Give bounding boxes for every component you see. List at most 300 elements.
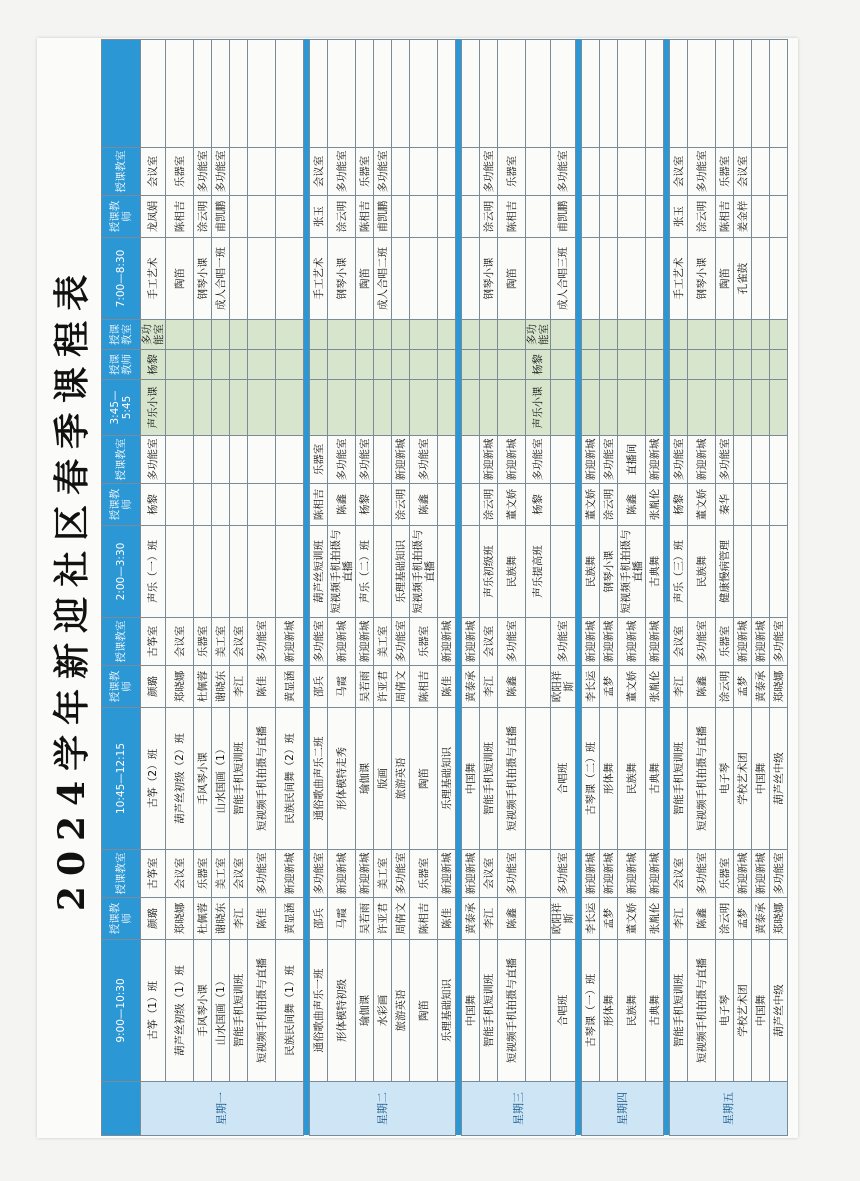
table-cell: 古琴课（一）班 (582, 940, 600, 1082)
table-cell: 旅游英语 (392, 940, 410, 1082)
table-cell (212, 526, 230, 618)
column-header: 授课教师 (102, 484, 141, 526)
table-cell (248, 238, 276, 320)
table-cell: 多功能室 (328, 436, 356, 484)
table-row (166, 40, 194, 1136)
table-cell (310, 350, 328, 380)
column-header: 授课教室 (102, 618, 141, 666)
table-cell: 多功能室 (248, 850, 276, 898)
table-cell (770, 350, 788, 380)
table-cell: 新迎新城 (600, 850, 618, 898)
table-cell: 新迎新城 (734, 850, 752, 898)
table-cell (498, 350, 526, 380)
table-cell: 涂云明 (600, 484, 618, 526)
table-cell: 会议室 (141, 148, 166, 196)
table-cell (618, 196, 646, 238)
column-header: 10:45—12:15 (102, 708, 141, 850)
table-cell (646, 148, 664, 196)
table-cell (438, 484, 456, 526)
table-cell (462, 196, 480, 238)
table-cell: 涂云明 (480, 196, 498, 238)
table-cell: 声乐小课 (526, 380, 551, 436)
table-cell: 钢琴小课 (480, 238, 498, 320)
table-cell: 乐器室 (310, 436, 328, 484)
table-cell (276, 238, 304, 320)
table-cell: 张胤伦 (646, 666, 664, 708)
table-cell (752, 526, 770, 618)
table-cell: 美工室 (374, 850, 392, 898)
table-cell-blank (688, 40, 716, 148)
table-cell: 短视频手机拍摄与直播 (248, 708, 276, 850)
rotated-page (37, 38, 798, 1138)
table-cell (734, 380, 752, 436)
table-cell-blank (752, 40, 770, 148)
table-cell: 杨黎 (356, 484, 374, 526)
table-cell (582, 196, 600, 238)
table-cell (526, 850, 551, 898)
table-cell: 陈鑫 (410, 484, 438, 526)
table-cell: 陈鑫 (498, 898, 526, 940)
column-header: 授课教室 (102, 436, 141, 484)
table-cell: 郑晓娜 (166, 898, 194, 940)
table-cell: 会议室 (670, 618, 688, 666)
table-cell: 形体舞 (600, 708, 618, 850)
table-cell: 声乐（一）班 (141, 526, 166, 618)
table-cell (328, 380, 356, 436)
table-cell: 多功能室 (770, 618, 788, 666)
table-cell: 山水国画（1） (212, 708, 230, 850)
table-cell: 多功能室 (356, 436, 374, 484)
table-cell: 涂云明 (194, 196, 212, 238)
table-cell: 短视频手机拍摄与直播 (688, 708, 716, 850)
table-cell: 新迎新城 (646, 850, 664, 898)
table-cell: 多功能室 (498, 850, 526, 898)
table-cell-blank (276, 40, 304, 148)
table-cell: 多功能室 (551, 850, 576, 898)
table-cell: 谢晓东 (212, 898, 230, 940)
table-cell: 杨黎 (526, 484, 551, 526)
table-cell: 周倩文 (392, 898, 410, 940)
table-cell-blank (374, 40, 392, 148)
column-header: 授课教师 (102, 350, 141, 380)
table-cell (752, 484, 770, 526)
column-header: 授课教室 (102, 320, 141, 350)
table-cell: 许亚君 (374, 898, 392, 940)
table-cell (462, 526, 480, 618)
table-cell (480, 320, 498, 350)
table-cell (462, 148, 480, 196)
table-cell (462, 238, 480, 320)
column-header: 2:00—3:30 (102, 526, 141, 618)
table-cell: 李江 (670, 898, 688, 940)
table-cell: 美工室 (212, 618, 230, 666)
table-cell: 葫芦丝初级（1）班 (166, 940, 194, 1082)
table-cell: 乐器室 (716, 850, 734, 898)
table-cell (498, 380, 526, 436)
table-cell: 古典舞 (646, 526, 664, 618)
table-cell (462, 380, 480, 436)
table-cell (582, 238, 600, 320)
table-cell-blank (582, 40, 600, 148)
table-cell: 多功能室 (498, 618, 526, 666)
table-cell: 黄显涵 (276, 898, 304, 940)
table-cell: 涂云明 (392, 484, 410, 526)
table-row (230, 40, 248, 1136)
table-cell (438, 526, 456, 618)
table-cell (752, 148, 770, 196)
table-cell (688, 380, 716, 436)
table-cell: 新迎新城 (276, 850, 304, 898)
table-cell: 新迎新城 (276, 618, 304, 666)
table-row (646, 40, 664, 1136)
table-cell: 古筝室 (141, 850, 166, 898)
table-cell: 李长运 (582, 898, 600, 940)
table-cell: 葫芦丝初级（2）班 (166, 708, 194, 850)
table-cell (498, 320, 526, 350)
table-cell: 新迎新城 (392, 436, 410, 484)
table-row (194, 40, 212, 1136)
table-cell: 陈鑫 (688, 898, 716, 940)
table-cell: 马霞 (328, 898, 356, 940)
table-cell: 民族民间舞（1）班 (276, 940, 304, 1082)
table-cell (438, 350, 456, 380)
table-cell: 钢琴小课 (328, 238, 356, 320)
schedule-sheet (37, 38, 798, 1138)
table-cell (480, 380, 498, 436)
table-cell (618, 148, 646, 196)
table-cell (600, 320, 618, 350)
table-cell: 短视频手机拍摄与直播 (248, 940, 276, 1082)
table-cell: 陶笛 (410, 708, 438, 850)
day-label: 星期五 (670, 1082, 788, 1136)
table-cell: 涂云明 (480, 484, 498, 526)
table-cell: 涂云明 (688, 196, 716, 238)
table-cell: 形体模特走秀 (328, 708, 356, 850)
table-cell: 通俗歌曲声乐二班 (310, 708, 328, 850)
table-cell (480, 350, 498, 380)
table-row (498, 40, 526, 1136)
table-cell-blank (526, 40, 551, 148)
table-cell (770, 484, 788, 526)
table-cell (212, 484, 230, 526)
table-cell: 甫凯鹏 (551, 196, 576, 238)
table-cell: 葫芦丝中级 (770, 940, 788, 1082)
table-cell (526, 940, 551, 1082)
table-cell (410, 238, 438, 320)
table-cell (716, 380, 734, 436)
table-cell: 葫芦丝中级 (770, 708, 788, 850)
table-cell (248, 380, 276, 436)
table-cell: 钢琴小课 (194, 238, 212, 320)
table-cell (374, 484, 392, 526)
table-cell: 乐器室 (498, 148, 526, 196)
table-cell: 民族舞 (498, 526, 526, 618)
table-cell: 学校艺术团 (734, 940, 752, 1082)
table-cell: 陶笛 (498, 238, 526, 320)
table-cell: 会议室 (230, 850, 248, 898)
table-cell: 多功能室 (551, 618, 576, 666)
table-cell: 新迎新城 (646, 618, 664, 666)
table-cell: 多功能室 (141, 436, 166, 484)
table-cell: 秦华 (716, 484, 734, 526)
table-cell (276, 526, 304, 618)
table-row (410, 40, 438, 1136)
table-cell: 会议室 (166, 850, 194, 898)
table-cell: 陶笛 (716, 238, 734, 320)
table-cell-blank (480, 40, 498, 148)
table-cell: 新迎新城 (438, 850, 456, 898)
table-cell: 陈佳 (438, 898, 456, 940)
table-cell (276, 436, 304, 484)
table-cell: 董文娇 (618, 666, 646, 708)
table-cell: 多功能室 (194, 148, 212, 196)
table-cell (410, 380, 438, 436)
table-cell (374, 320, 392, 350)
table-cell-blank (600, 40, 618, 148)
table-cell: 乐器室 (410, 618, 438, 666)
table-cell: 手风琴小课 (194, 940, 212, 1082)
table-cell: 多功能室 (770, 850, 788, 898)
table-cell: 乐理基础知识 (392, 526, 410, 618)
table-cell (462, 350, 480, 380)
column-header (102, 1082, 141, 1136)
table-cell (670, 380, 688, 436)
table-cell: 健康慢病管理 (716, 526, 734, 618)
table-cell: 瑜伽课 (356, 940, 374, 1082)
table-cell (582, 320, 600, 350)
table-cell: 形体舞 (600, 940, 618, 1082)
table-row (480, 40, 498, 1136)
table-cell (600, 380, 618, 436)
table-row (716, 40, 734, 1136)
table-cell-blank (670, 40, 688, 148)
table-cell: 龙凤娟 (141, 196, 166, 238)
table-cell (526, 618, 551, 666)
table-cell (356, 350, 374, 380)
table-cell: 智能手机短训班 (670, 708, 688, 850)
table-cell (462, 320, 480, 350)
table-cell (526, 898, 551, 940)
table-cell (166, 484, 194, 526)
table-cell (276, 196, 304, 238)
table-cell: 中国舞 (462, 708, 480, 850)
table-cell (618, 238, 646, 320)
table-cell: 陈佳 (438, 666, 456, 708)
table-cell: 古典舞 (646, 708, 664, 850)
table-cell: 新迎新城 (462, 618, 480, 666)
table-cell (716, 320, 734, 350)
table-cell-blank (166, 40, 194, 148)
table-cell: 乐器室 (716, 618, 734, 666)
table-cell (356, 320, 374, 350)
table-cell (374, 526, 392, 618)
table-cell: 颜璐 (141, 666, 166, 708)
day-label: 星期三 (462, 1082, 576, 1136)
table-cell: 陈鑫 (618, 484, 646, 526)
table-row (276, 40, 304, 1136)
table-cell: 新迎新城 (356, 850, 374, 898)
table-cell (230, 148, 248, 196)
table-cell: 短视频手机拍摄与直播 (618, 526, 646, 618)
table-cell-blank (734, 40, 752, 148)
table-cell (752, 320, 770, 350)
table-cell: 新迎新城 (618, 618, 646, 666)
table-cell: 杨黎 (141, 350, 166, 380)
table-cell: 新迎新城 (498, 436, 526, 484)
table-cell: 新迎新城 (734, 618, 752, 666)
table-row (374, 40, 392, 1136)
table-cell: 谢晓东 (212, 666, 230, 708)
table-cell: 杜佩蓉 (194, 898, 212, 940)
table-cell (166, 380, 194, 436)
table-cell: 李江 (480, 666, 498, 708)
table-row (328, 40, 356, 1136)
table-cell: 黄泰承 (462, 898, 480, 940)
table-cell: 版画 (374, 708, 392, 850)
table-cell (194, 350, 212, 380)
table-cell (526, 666, 551, 708)
table-cell: 旅游英语 (392, 708, 410, 850)
table-cell: 陈佳 (248, 898, 276, 940)
table-cell (618, 350, 646, 380)
table-cell: 乐器室 (716, 148, 734, 196)
table-cell (194, 320, 212, 350)
table-cell (276, 484, 304, 526)
table-cell-blank (410, 40, 438, 148)
table-cell (551, 350, 576, 380)
table-cell: 陈相吉 (356, 196, 374, 238)
table-cell-blank (716, 40, 734, 148)
table-cell: 新迎新城 (582, 850, 600, 898)
table-cell: 郑晓娜 (166, 666, 194, 708)
table-cell (551, 320, 576, 350)
table-cell (392, 350, 410, 380)
table-cell: 葫芦丝短训班 (310, 526, 328, 618)
table-cell (248, 350, 276, 380)
table-cell: 短视频手机拍摄与直播 (410, 526, 438, 618)
table-cell: 杨黎 (670, 484, 688, 526)
table-cell (438, 238, 456, 320)
table-cell: 涂云明 (716, 666, 734, 708)
table-cell (248, 526, 276, 618)
table-cell: 短视频手机拍摄与直播 (688, 940, 716, 1082)
table-cell: 吴若雨 (356, 898, 374, 940)
table-row (392, 40, 410, 1136)
table-cell: 民族舞 (618, 708, 646, 850)
table-cell: 会议室 (230, 618, 248, 666)
table-cell: 民族舞 (688, 526, 716, 618)
table-cell: 多功能室 (551, 148, 576, 196)
table-cell: 多功能室 (600, 436, 618, 484)
table-cell: 李江 (230, 666, 248, 708)
table-cell (688, 320, 716, 350)
day-label: 星期二 (310, 1082, 456, 1136)
table-cell: 新迎新城 (480, 436, 498, 484)
table-cell (526, 148, 551, 196)
table-cell: 孟梦 (734, 666, 752, 708)
table-cell (752, 380, 770, 436)
table-cell (212, 436, 230, 484)
table-cell (770, 148, 788, 196)
table-row (212, 40, 230, 1136)
table-cell (374, 350, 392, 380)
table-cell (230, 196, 248, 238)
schedule-body (141, 40, 788, 1136)
table-cell: 郑晓娜 (770, 898, 788, 940)
table-cell: 成人合唱二班 (374, 238, 392, 320)
table-cell: 声乐初级班 (480, 526, 498, 618)
table-cell (392, 196, 410, 238)
table-cell (526, 196, 551, 238)
table-cell: 新迎新城 (752, 618, 770, 666)
table-cell (600, 148, 618, 196)
table-cell: 陈相吉 (310, 484, 328, 526)
table-cell: 多功能室 (688, 148, 716, 196)
table-cell (582, 350, 600, 380)
table-cell: 陈相吉 (166, 196, 194, 238)
table-cell: 古筝（2）班 (141, 708, 166, 850)
table-row (734, 40, 752, 1136)
table-cell: 短视频手机拍摄与直播 (328, 526, 356, 618)
table-cell (374, 380, 392, 436)
table-cell (770, 526, 788, 618)
table-cell: 新迎新城 (462, 850, 480, 898)
table-cell (230, 436, 248, 484)
table-cell (551, 436, 576, 484)
table-cell: 手工艺术 (670, 238, 688, 320)
table-cell: 会议室 (480, 618, 498, 666)
table-cell-blank (646, 40, 664, 148)
table-cell: 董文娇 (582, 484, 600, 526)
table-cell: 新迎新城 (356, 618, 374, 666)
table-cell: 黄显涵 (276, 666, 304, 708)
table-cell: 电子琴 (716, 708, 734, 850)
table-cell: 通俗歌曲声乐一班 (310, 940, 328, 1082)
table-cell: 陶笛 (410, 940, 438, 1082)
table-cell (166, 436, 194, 484)
table-row (752, 40, 770, 1136)
table-cell (166, 320, 194, 350)
table-cell: 陈鑫 (688, 666, 716, 708)
table-cell: 多功能室 (248, 618, 276, 666)
table-cell (410, 196, 438, 238)
table-cell (276, 350, 304, 380)
table-cell: 陶笛 (356, 238, 374, 320)
table-cell (212, 350, 230, 380)
table-cell: 董文娇 (688, 484, 716, 526)
table-cell (462, 484, 480, 526)
table-cell: 声乐提高班 (526, 526, 551, 618)
table-cell (230, 238, 248, 320)
table-cell (248, 148, 276, 196)
table-cell: 成人合唱一班 (212, 238, 230, 320)
table-cell: 陈鑫 (328, 484, 356, 526)
table-cell: 学校艺术团 (734, 708, 752, 850)
table-cell: 郑晓娜 (770, 666, 788, 708)
column-header: 9:00—10:30 (102, 940, 141, 1082)
table-row (770, 40, 788, 1136)
table-cell: 陈相吉 (410, 898, 438, 940)
table-cell: 多功能室 (374, 148, 392, 196)
table-cell (356, 380, 374, 436)
table-cell: 多功能室 (480, 148, 498, 196)
table-cell: 欧阳祥斯 (551, 666, 576, 708)
table-cell: 中国舞 (752, 940, 770, 1082)
table-cell (526, 238, 551, 320)
table-cell: 古典舞 (646, 940, 664, 1082)
column-header: 7:00—8:30 (102, 238, 141, 320)
table-cell: 李长运 (582, 666, 600, 708)
